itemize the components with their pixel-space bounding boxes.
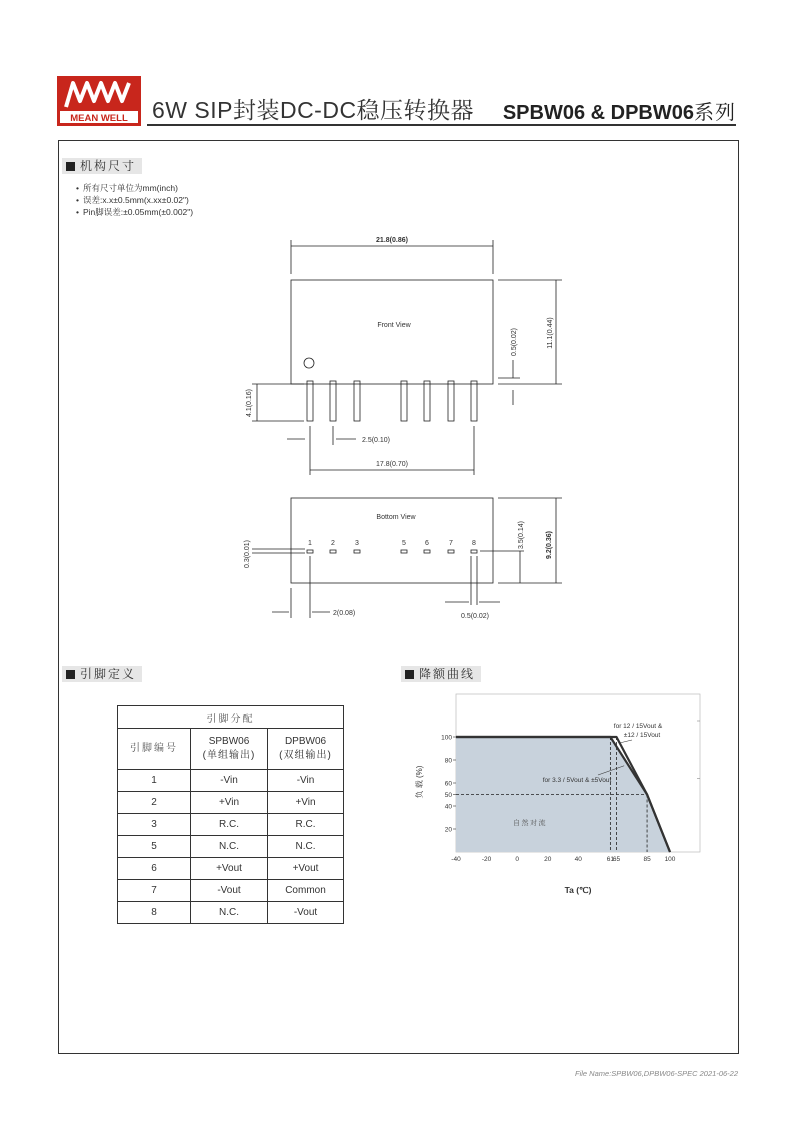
- dim-edge: 2(0.08): [333, 610, 356, 617]
- table-row: 7 -Vout Common: [118, 880, 344, 902]
- section-derating: 降额曲线: [401, 666, 481, 682]
- col-pin: 引脚编号: [118, 729, 191, 770]
- page-title: 6W SIP封装DC-DC稳压转换器: [152, 97, 475, 123]
- table-row: 1 -Vin -Vin: [118, 770, 344, 792]
- annotation-3v3-5v: for 3.3 / 5Vout & ±5Vout: [542, 777, 612, 784]
- front-view-body: [291, 280, 493, 384]
- area-label: 自然对流: [513, 820, 547, 827]
- y-tick-label: 40: [444, 803, 452, 811]
- annotation-12-15v-dual: ±12 / 15Vout: [623, 732, 661, 739]
- annotation-12-15v: for 12 / 15Vout &: [613, 723, 663, 730]
- y-tick-label: 80: [444, 757, 452, 765]
- pin1-marker: [304, 358, 314, 368]
- col-dpbw06: DPBW06 (双组输出): [268, 729, 344, 770]
- x-tick-label: 85: [643, 856, 651, 863]
- x-tick-label: 100: [664, 856, 676, 863]
- section-pinout: 引脚定义: [62, 666, 142, 682]
- dim-pitch: 2.5(0.10): [362, 437, 391, 444]
- x-tick-label: -20: [481, 856, 492, 863]
- x-tick-label: 20: [544, 856, 552, 863]
- file-footer: File Name:SPBW06,DPBW06-SPEC 2021-06-22: [575, 1069, 738, 1078]
- bottom-view-label: Bottom View: [376, 514, 416, 521]
- derating-chart: [400, 690, 720, 910]
- front-view-label: Front View: [377, 322, 411, 329]
- note-units: • 所有尺寸单位为mm(inch): [76, 183, 178, 193]
- bottom-pins: [307, 550, 477, 553]
- pin-num: 7: [449, 540, 453, 547]
- dim-width: 21.8(0.86): [376, 237, 408, 244]
- dim-span: 17.8(0.70): [376, 461, 408, 468]
- pin-num: 8: [472, 540, 476, 547]
- model-name: SPBW06 & DPBW06: [502, 102, 694, 124]
- dim-row: 3.5(0.14): [518, 520, 525, 550]
- x-tick-label: 65: [612, 856, 621, 863]
- pin-num: 5: [402, 540, 406, 547]
- note-pin-tolerance: • Pin脚误差:±0.05mm(±0.002"): [76, 207, 194, 217]
- dim-gap: 0.5(0.02): [511, 327, 518, 357]
- pin-table-title: 引脚分配: [118, 706, 344, 729]
- y-tick-label: 20: [444, 826, 452, 834]
- y-tick-label: 100: [441, 734, 452, 742]
- y-tick-label: 60: [444, 780, 452, 788]
- y-axis-label: 负 载 (%): [415, 765, 424, 799]
- model-suffix: 系列: [694, 102, 736, 124]
- x-tick-label: -40: [451, 856, 461, 863]
- pin-num: 2: [331, 540, 335, 547]
- annotation-leader-1: [621, 740, 633, 743]
- section-mechanical: 机构尺寸: [62, 158, 142, 174]
- dim-pin-width: 0.3(0.01): [244, 539, 251, 569]
- table-row: 5 N.C. N.C.: [118, 836, 344, 858]
- dim-thickness: 9.2(0.36): [546, 530, 553, 560]
- pin-num: 6: [425, 540, 429, 547]
- table-row: 6 +Vout +Vout: [118, 858, 344, 880]
- pin-num: 3: [355, 540, 359, 547]
- x-axis-label: Ta (℃): [564, 885, 592, 895]
- brand-name: MEAN WELL: [70, 113, 128, 124]
- pin-table: [117, 705, 344, 924]
- table-row: 2 +Vin +Vin: [118, 792, 344, 814]
- dim-pin-length: 4.1(0.16): [246, 388, 253, 418]
- front-pins: [307, 381, 477, 421]
- dim-pin-dia: 0.5(0.02): [460, 613, 490, 620]
- bottom-view-body: [291, 498, 493, 583]
- dim-height: 11.1(0.44): [547, 317, 554, 349]
- table-row: 3 R.C. R.C.: [118, 814, 344, 836]
- x-tick-label: 40: [574, 856, 582, 863]
- col-spbw06: SPBW06 (单组输出): [191, 729, 268, 770]
- table-row: 8 N.C. -Vout: [118, 902, 344, 924]
- pin-num: 1: [308, 540, 312, 547]
- x-tick-label: 0: [515, 856, 519, 863]
- note-tolerance: • 误差:x.x±0.5mm(x.xx±0.02"): [76, 195, 189, 205]
- x-tick-label: 61: [606, 856, 615, 863]
- y-tick-label: 50: [444, 792, 452, 799]
